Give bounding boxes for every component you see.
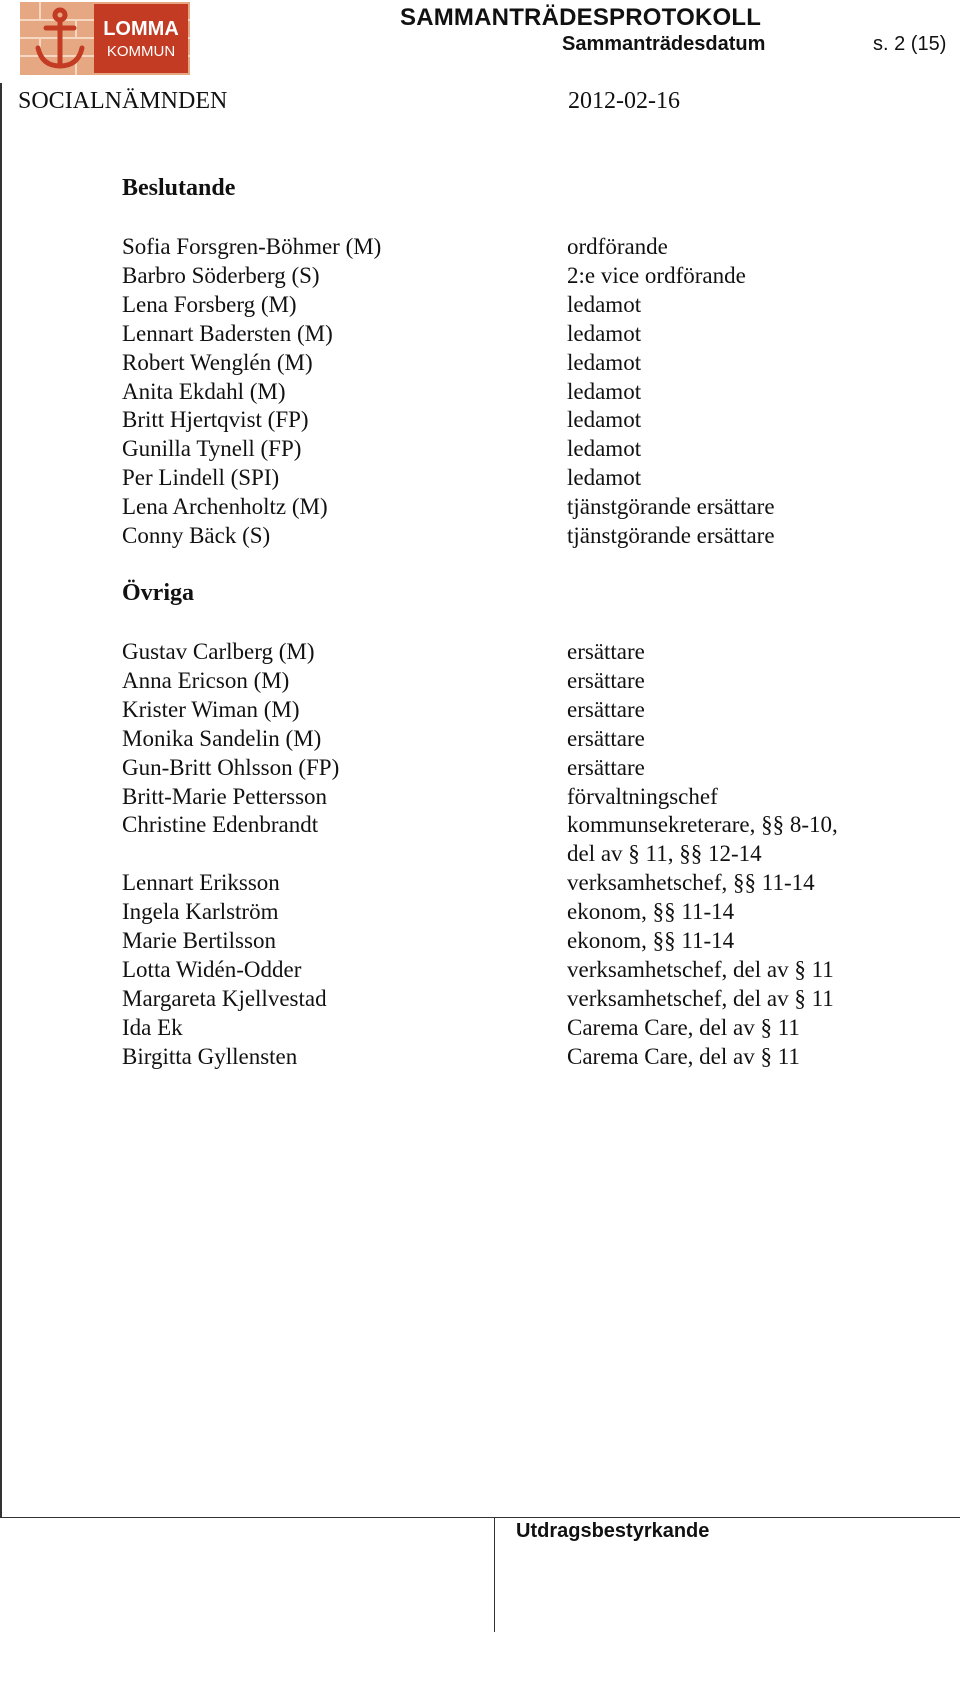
logo-text-lomma: LOMMA — [103, 18, 179, 40]
member-row — [122, 666, 922, 695]
member-row — [122, 1042, 922, 1071]
member-row — [122, 984, 922, 1013]
member-name: Robert Wenglén (M) — [122, 349, 313, 375]
member-role: del av § 11, §§ 12-14 — [567, 841, 762, 867]
member-role: ledamot — [567, 349, 642, 375]
meeting-date: 2012-02-16 — [568, 88, 680, 114]
member-row — [122, 839, 922, 868]
member-name: Krister Wiman (M) — [122, 696, 300, 722]
member-name: Gustav Carlberg (M) — [122, 639, 315, 664]
member-role: ersättare — [567, 725, 645, 751]
member-role: ersättare — [567, 639, 645, 664]
member-row — [122, 521, 922, 550]
member-row — [122, 405, 922, 434]
member-name: Christine Edenbrandt — [122, 812, 319, 838]
member-row — [122, 868, 922, 897]
member-row — [122, 434, 922, 463]
member-row — [122, 637, 922, 666]
lomma-kommun-logo — [20, 2, 190, 75]
member-name: Conny Bäck (S) — [122, 523, 271, 548]
footer-label-utdragsbestyrkande: Utdragsbestyrkande — [516, 1520, 710, 1542]
document-title: SAMMANTRÄDESPROTOKOLL — [400, 4, 762, 31]
member-row — [122, 810, 922, 839]
member-row — [122, 377, 922, 406]
member-name: Lennart Badersten (M) — [122, 320, 333, 346]
member-role: ekonom, §§ 11-14 — [567, 928, 735, 953]
member-name: Gunilla Tynell (FP) — [122, 436, 302, 462]
member-role: 2:e vice ordförande — [567, 262, 746, 288]
member-role: verksamhetschef, §§ 11-14 — [567, 870, 815, 896]
member-role: ledamot — [567, 465, 642, 491]
member-name: Barbro Söderberg (S) — [122, 262, 320, 288]
member-name: Ingela Karlström — [122, 899, 279, 925]
member-name: Sofia Forsgren-Böhmer (M) — [122, 234, 382, 259]
member-name: Anna Ericson (M) — [122, 667, 290, 693]
member-row — [122, 348, 922, 377]
committee-name: SOCIALNÄMNDEN — [18, 88, 228, 114]
footer-rule — [0, 1517, 960, 1518]
page-number: s. 2 (15) — [873, 33, 947, 55]
member-role: ledamot — [567, 378, 642, 404]
member-row — [122, 955, 922, 984]
member-role: ledamot — [567, 291, 642, 317]
member-name: Gun-Britt Ohlsson (FP) — [122, 754, 340, 780]
page-frame-left-border — [0, 83, 2, 1518]
member-name: Margareta Kjellvestad — [122, 985, 327, 1011]
member-role: ersättare — [567, 754, 645, 780]
member-role: förvaltningschef — [567, 783, 718, 809]
member-role: tjänstgörande ersättare — [567, 523, 775, 548]
footer-column-divider — [494, 1517, 495, 1632]
member-row — [122, 753, 922, 782]
member-role: tjänstgörande ersättare — [567, 494, 775, 520]
member-name: Anita Ekdahl (M) — [122, 378, 286, 404]
member-name: Lena Archenholtz (M) — [122, 494, 328, 520]
member-role: ordförande — [567, 234, 668, 259]
member-name: Lotta Widén-Odder — [122, 956, 302, 982]
member-role: ledamot — [567, 407, 642, 433]
member-row — [122, 724, 922, 753]
member-row — [122, 897, 922, 926]
member-row — [122, 261, 922, 290]
member-row — [122, 290, 922, 319]
member-row — [122, 695, 922, 724]
member-role: ersättare — [567, 696, 645, 722]
member-row — [122, 782, 922, 811]
member-row — [122, 232, 922, 261]
member-role: ekonom, §§ 11-14 — [567, 899, 735, 925]
member-role: ledamot — [567, 436, 642, 462]
member-name: Britt-Marie Pettersson — [122, 783, 328, 809]
member-name: Britt Hjertqvist (FP) — [122, 407, 309, 433]
member-role: ersättare — [567, 667, 645, 693]
member-name: Lennart Eriksson — [122, 870, 280, 896]
member-name: Monika Sandelin (M) — [122, 725, 322, 751]
member-role: Carema Care, del av § 11 — [567, 1014, 800, 1040]
member-name: Birgitta Gyllensten — [122, 1043, 298, 1069]
member-name: Ida Ek — [122, 1014, 183, 1040]
logo-text-kommun: KOMMUN — [106, 43, 176, 60]
member-row — [122, 319, 922, 348]
member-name: Lena Forsberg (M) — [122, 291, 297, 317]
member-role: verksamhetschef, del av § 11 — [567, 985, 834, 1011]
member-row — [122, 492, 922, 521]
member-role: ledamot — [567, 320, 642, 346]
meeting-date-label: Sammanträdesdatum — [562, 33, 766, 55]
member-row — [122, 926, 922, 955]
section-heading-beslutande: Beslutande — [122, 175, 236, 201]
section-heading-ovriga: Övriga — [122, 580, 194, 606]
member-role: verksamhetschef, del av § 11 — [567, 956, 834, 982]
member-role: kommunsekreterare, §§ 8-10, — [567, 812, 838, 838]
member-row — [122, 1013, 922, 1042]
member-name: Marie Bertilsson — [122, 928, 276, 953]
member-row — [122, 463, 922, 492]
member-name: Per Lindell (SPI) — [122, 465, 280, 491]
member-role: Carema Care, del av § 11 — [567, 1043, 800, 1069]
